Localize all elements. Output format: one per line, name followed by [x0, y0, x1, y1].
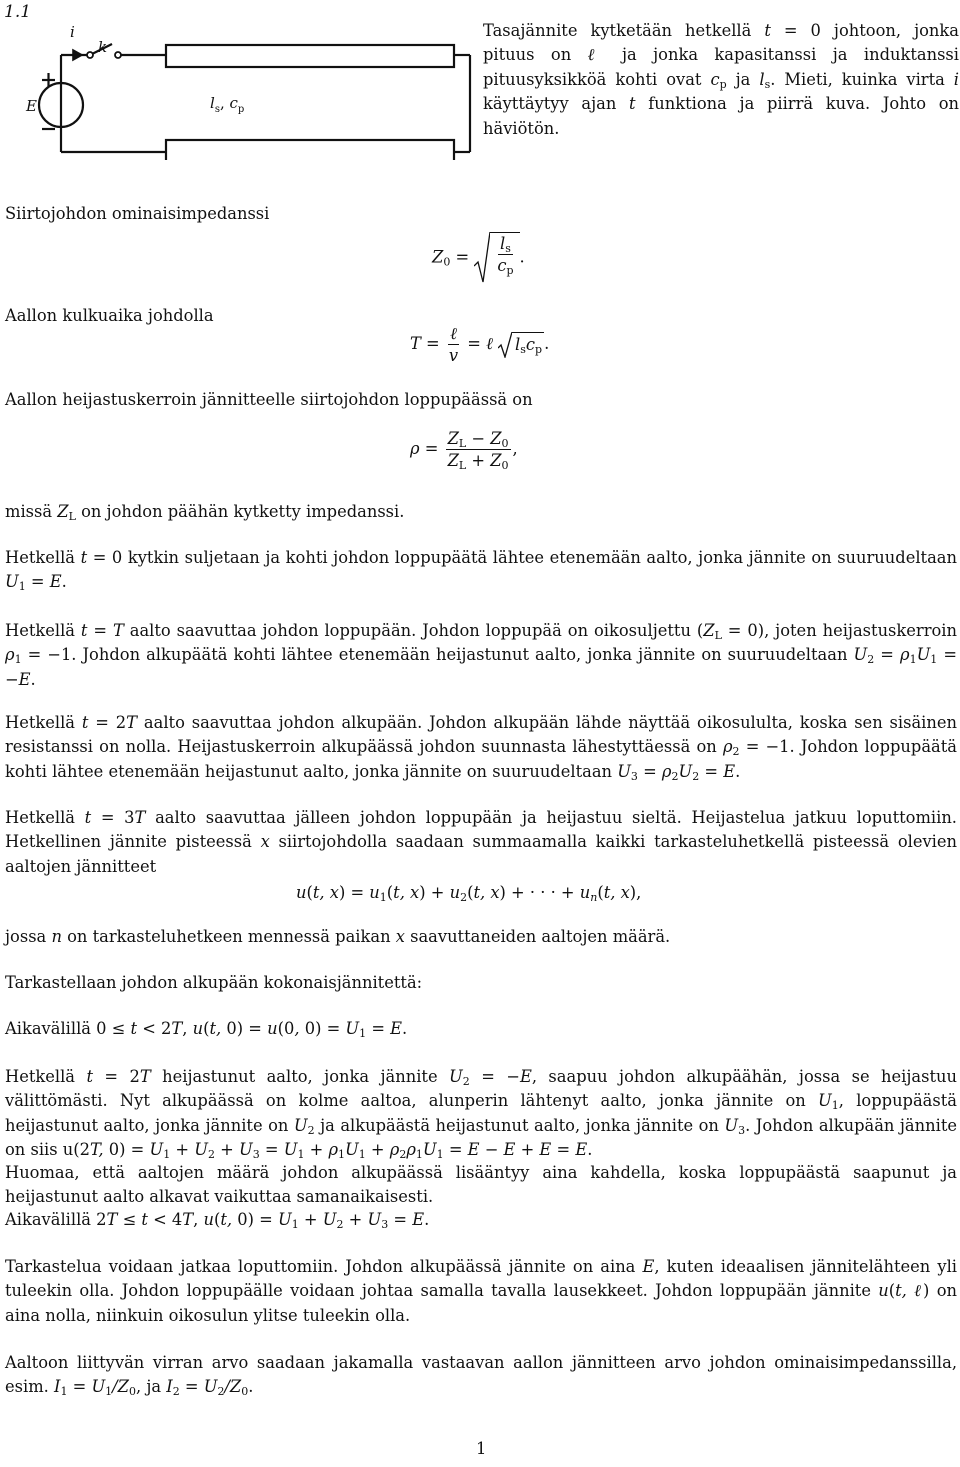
- equation-z0: $Z_0$ = $\frac{l_s}{c_p}$ .: [432, 232, 525, 284]
- paragraph-t0: Hetkellä t = 0 kytkin suljetaan ja kohti johdon loppupäätä lähtee etenemään aalto, jonka jännite on suuruudeltaan $U_1 = E$.: [5, 548, 957, 594]
- paragraph-tT: Hetkellä t = T aalto saavuttaa johdon loppupään. Johdon loppupää on oikosuljettu $(Z_L = 0)$, joten heijastuskerroin $\rho_1 = -1$. Johdon alkupäätä kohti lähtee etenemään heijastunut aalto, jonka jännite on suuruudeltaan $U_2 = \rho_1U_1 = -E$.: [5, 621, 957, 689]
- travel-time-label: Aallon kulkuaika johdolla: [5, 306, 214, 325]
- equation-T: T = $\frac{\text{ℓ}}{v}$ = ℓ $l_sc_p$ .: [410, 324, 550, 366]
- label-E: E: [26, 97, 37, 115]
- switch-contact: [115, 52, 121, 58]
- equation-rho: ρ = $\frac{Z_L - Z_0}{Z_L + Z_0}$ ,: [410, 429, 518, 473]
- interval-1: Aikavälillä 0 ≤ t < 2T, u(t, 0) = u(0, $0) = U_1 = E$.: [5, 1019, 408, 1040]
- problem-number: 1.1: [4, 2, 32, 22]
- impedance-label: Siirtojohdon ominaisimpedanssi: [5, 204, 270, 223]
- paragraph-start: Tarkastellaan johdon alkupään kokonaisjännitettä:: [5, 973, 423, 992]
- label-k: k: [98, 38, 108, 56]
- paragraph-current: Aaltoon liittyvän virran arvo saadaan jakamalla vastaavan aallon jännitteen arvo johdon ominaisimpedanssilla, esim. $I_1 = U_1/Z_0$, ja $I_2 = U_2/Z_0$.: [5, 1353, 957, 1399]
- reflection-label: Aallon heijastuskerroin jännitteelle siirtojohdon loppupäässä on: [5, 390, 533, 409]
- paragraph-2T-arrival: Hetkellä t = 2T heijastunut aalto, jonka jännite $U_2 = -E$, saapuu johdon alkupäähän, jossa se heijastuu välittömästi. Nyt alkupäässä on kolme aaltoa, alunperin lähtenyt aalto, jonka jännite on $U_1$, loppupäästä heijastunut aalto, jonka jännite on $U_2$ ja alkupäästä heijastunut aalto, jonka jännite on $U_3$. Johdon alkupään jännite on siis u(2T, $0) = U_1 + U_2 + U_3 = U_1 + \rho_1U_1 + \rho_2\rho_1U_1 = E - E + E = E$.: [5, 1067, 958, 1162]
- paragraph-note: Huomaa, että aaltojen määrä johdon alkupäässä lisääntyy aina kahdella, koska loppupäästä saapunut ja heijastunut aalto alkavat vaikuttaa samanaikaisesti.: [5, 1163, 957, 1207]
- label-line-params: $l_s$, $c_p$: [210, 94, 245, 115]
- switch-contact: [87, 52, 93, 58]
- current-arrow-icon: [73, 50, 82, 60]
- where-text: missä $Z_L$ on johdon päähän kytketty impedanssi.: [5, 502, 405, 523]
- paragraph-t3T: Hetkellä t = 3T aalto saavuttaa jälleen johdon loppupään ja heijastuu sieltä. Heijastelua jatkuu loputtomiin. Hetkellinen jännite pisteessä x siirtojohdolla saadaan summaamalla kaikki tarkasteluhetkellä pisteessä olevien aaltojen jännitteet: [5, 808, 957, 876]
- label-i: i: [70, 23, 75, 41]
- circuit-diagram: [0, 0, 480, 160]
- interval-2: Aikavälillä 2T ≤ t < 4T, u(t, $0) = U_1 + U_2 + U_3 = E$.: [5, 1210, 430, 1231]
- paragraph-n: jossa n on tarkasteluhetkeen mennessä paikan x saavuttaneiden aaltojen määrä.: [5, 927, 671, 946]
- page-number: 1: [476, 1439, 487, 1458]
- intro-paragraph: Tasajännite kytketään hetkellä t = 0 johtoon, jonka pituus on ℓ ja jonka kapasitanssi ja induktanssi pituusyksikköä kohti ovat $c_p$ ja $l_s$. Mieti, kuinka virta i käyttäytyy ajan t funktiona ja piirrä kuva. Johto on häviötön.: [483, 21, 960, 138]
- paragraph-t2T: Hetkellä t = 2T aalto saavuttaa johdon alkupään. Johdon alkupään lähde näyttää oikosululta, koska sen sisäinen resistanssi on nolla. Heijastuskerroin alkupäässä johdon suunnasta lähestyttäessä on $\rho_2 = -1$. Johdon loppupäätä kohti lähtee etenemään heijastunut aalto, jonka jännite on suuruudeltaan $U_3 = \rho_2U_2 = E$.: [5, 713, 957, 783]
- equation-sum: u(t, $x) = u_1(t$, $x) + u_2(t$, x) + · · · + $u_n(t$, x),: [296, 883, 642, 904]
- paragraph-continue: Tarkastelua voidaan jatkaa loputtomiin. Johdon alkupäässä jännite on aina E, kuten ideaalisen jännitelähteen yli tuleekin olla. Johdon loppupäälle voidaan johtaa samalla tavalla lausekkeet. Johdon loppupään jännite u(t, ℓ) on aina nolla, niinkuin oikosulun ylitse tuleekin olla.: [5, 1257, 957, 1325]
